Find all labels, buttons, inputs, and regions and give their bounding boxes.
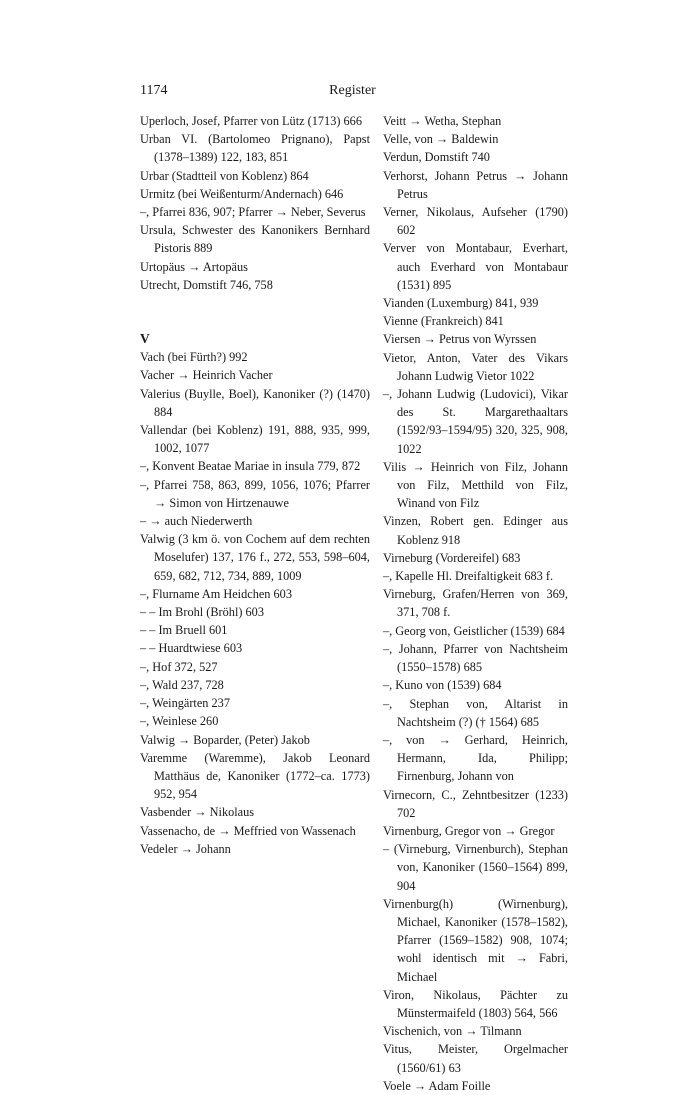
index-entry: Vilis → Heinrich von Filz, Johann von Filz, Metthild von Filz, Winand von Filz: [383, 459, 568, 511]
index-entry: –, Wald 237, 728: [140, 677, 224, 692]
index-entry: Veitt → Wetha, Stephan: [383, 114, 502, 128]
index-entry: –, Weingärten 237: [140, 696, 230, 711]
index-entry: –, Pfarrei 758, 863, 899, 1056, 1076; Pfarrer → Simon von Hirtzenauwe: [140, 477, 370, 510]
index-entry: Vasbender → Nikolaus: [140, 805, 255, 820]
index-entry: Viron, Nikolaus, Pächter zu Münstermaifeld (1803) 564, 566: [383, 987, 568, 1020]
index-entry: Varemme (Waremme), Jakob Leonard Matthäus de, Kanoniker (1772–ca. 1773) 952, 954: [140, 750, 370, 802]
index-entry: –, Hof 372, 527: [140, 659, 218, 674]
index-entry: Ursula, Schwester des Kanonikers Bernhard Pistoris 889: [140, 223, 370, 256]
index-entry: –, Pfarrei 836, 907; Pfarrer → Neber, Severus: [140, 205, 366, 220]
index-entry: Urbar (Stadtteil von Koblenz) 864: [140, 168, 309, 183]
section-letter: V: [140, 331, 150, 347]
running-head: Register: [329, 83, 376, 98]
index-entry: Verdun, Domstift 740: [383, 150, 490, 165]
index-entry: Urtopäus → Artopäus: [140, 259, 248, 274]
index-entry: Utrecht, Domstift 746, 758: [140, 277, 273, 292]
index-entry: Velle, von → Baldewin: [383, 132, 499, 147]
index-entry: Urmitz (bei Weißenturm/Andernach) 646: [140, 186, 344, 201]
index-entry: –, Johann, Pfarrer von Nachtsheim (1550–1578) 685: [383, 641, 568, 675]
index-entry: –, Kapelle Hl. Dreifaltigkeit 683 f.: [383, 569, 554, 584]
index-entry: Valwig → Boparder, (Peter) Jakob: [140, 732, 310, 747]
index-entry: Vianden (Luxemburg) 841, 939: [383, 296, 539, 311]
page-number: 1174: [140, 83, 168, 98]
index-entry: – – Huardtwiese 603: [140, 641, 243, 656]
index-entry: Vischenich, von → Tilmann: [383, 1024, 522, 1039]
index-entry: Viersen → Petrus von Wyrssen: [383, 332, 537, 347]
section-gap: [140, 294, 370, 330]
index-entry: –, Kuno von (1539) 684: [383, 678, 502, 693]
index-entry: Virnenburg, Gregor von → Gregor: [383, 823, 555, 838]
index-entry: –, Konvent Beatae Mariae in insula 779, 872: [140, 459, 361, 474]
index-entry: Urban VI. (Bartolomeo Prignano), Papst (1378–1389) 122, 183, 851: [140, 132, 370, 165]
index-entry: Vedeler → Johann: [140, 841, 231, 856]
index-entry: Verver von Montabaur, Everhart, auch Everhard von Montabaur (1531) 895: [383, 241, 568, 292]
index-entry: Vach (bei Fürth?) 992: [140, 350, 248, 365]
index-entry: –, von → Gerhard, Heinrich, Hermann, Ida, Philipp; Firnenburg, Johann von: [383, 732, 568, 784]
index-entry: Verhorst, Johann Petrus → Johann Petrus: [383, 168, 568, 201]
index-entry: –, Stephan von, Altarist in Nachtsheim (?) († 1564) 685: [383, 696, 568, 729]
index-entry: Virnenburg(h) (Wirnenburg), Michael, Kanoniker (1578–1582), Pfarrer (1569–1582) 908, 1074; wohl identisch mit → Fabri, Michael: [383, 896, 568, 984]
right-column: [383, 112, 568, 1095]
index-entry: Virnecorn, C., Zehntbesitzer (1233) 702: [383, 787, 568, 820]
index-entry: Verner, Nikolaus, Aufseher (1790) 602: [383, 205, 568, 238]
index-entry: –, Flurname Am Heidchen 603: [140, 586, 292, 601]
index-entry: Voele → Adam Foille: [383, 1078, 491, 1093]
index-entry: Valwig (3 km ö. von Cochem auf dem rechten Moselufer) 137, 176 f., 272, 553, 598–604, 659, 682, 712, 734, 889, 1009: [140, 532, 370, 583]
index-entry: Vassenacho, de → Meffried von Wassenach: [140, 823, 356, 838]
left-entries-v: [140, 348, 370, 858]
index-entry: – – Im Bruell 601: [140, 623, 228, 638]
index-entry: Virneburg, Grafen/Herren von 369, 371, 708 f.: [383, 587, 568, 620]
index-entry: Valerius (Buylle, Boel), Kanoniker (?) (1470) 884: [140, 386, 370, 419]
index-entry: – (Virneburg, Virnenburch), Stephan von, Kanoniker (1560–1564) 899, 904: [383, 842, 568, 893]
index-entry: – – Im Brohl (Bröhl) 603: [140, 605, 264, 620]
index-entry: –, Georg von, Geistlicher (1539) 684: [383, 623, 565, 638]
index-entry: Vienne (Frankreich) 841: [383, 314, 504, 329]
index-entry: –, Weinlese 260: [140, 714, 219, 729]
index-entry: Uperloch, Josef, Pfarrer von Lütz (1713) 666: [140, 114, 362, 128]
left-column: [140, 112, 370, 858]
index-entry: – → auch Niederwerth: [140, 514, 253, 529]
index-entry: Vallendar (bei Koblenz) 191, 888, 935, 999, 1002, 1077: [140, 423, 370, 456]
page-header: [140, 83, 565, 103]
index-entry: Vietor, Anton, Vater des Vikars Johann Ludwig Vietor 1022: [383, 350, 568, 383]
index-entry: –, Johann Ludwig (Ludovici), Vikar des St. Margarethaaltars (1592/93–1594/95) 320, 325, 908, 1022: [383, 387, 568, 456]
index-entry: Vinzen, Robert gen. Edinger aus Koblenz 918: [383, 514, 568, 547]
index-entry: Vacher → Heinrich Vacher: [140, 368, 273, 383]
left-entries-u: [140, 112, 370, 294]
index-entry: Vitus, Meister, Orgelmacher (1560/61) 63: [383, 1042, 568, 1075]
right-entries: [383, 112, 568, 1095]
index-entry: Virneburg (Vordereifel) 683: [383, 550, 521, 565]
